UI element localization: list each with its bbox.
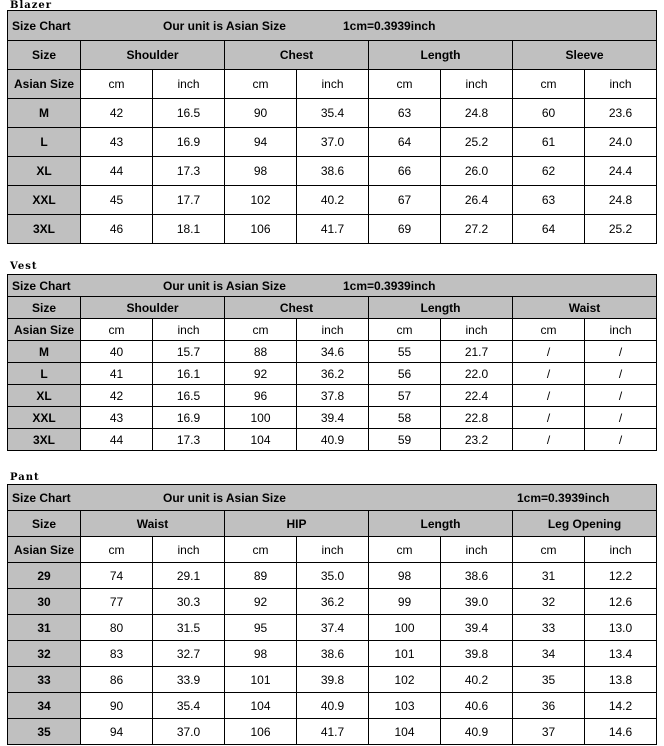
vest-measurement-cell: 41 <box>81 363 153 385</box>
pant-group-header: Waist <box>81 511 225 537</box>
pant-measurement-cell: 41.7 <box>297 719 369 745</box>
pant-section-label: Pant <box>10 472 40 483</box>
pant-measurement-cell: 12.2 <box>585 563 657 589</box>
pant-conversion: 1cm=0.3939inch <box>517 490 610 505</box>
unit-cell: inch <box>441 70 513 99</box>
blazer-measurement-cell: 16.5 <box>153 99 225 128</box>
blazer-measurement-cell: 18.1 <box>153 215 225 244</box>
pant-size-label: 33 <box>8 667 81 693</box>
pant-size-label: 34 <box>8 693 81 719</box>
blazer-title: Size Chart <box>12 18 71 33</box>
blazer-measurement-cell: 24.0 <box>585 128 657 157</box>
vest-measurement-cell: 15.7 <box>153 341 225 363</box>
vest-size-label: L <box>8 363 81 385</box>
blazer-measurement-cell: 24.8 <box>441 99 513 128</box>
blazer-measurement-cell: 64 <box>369 128 441 157</box>
unit-cell: inch <box>585 319 657 341</box>
pant-size-label: 32 <box>8 641 81 667</box>
unit-cell: cm <box>369 70 441 99</box>
unit-cell: inch <box>153 319 225 341</box>
vest-measurement-cell: 100 <box>225 407 297 429</box>
unit-cell: cm <box>225 319 297 341</box>
pant-measurement-cell: 103 <box>369 693 441 719</box>
vest-measurement-cell: 44 <box>81 429 153 451</box>
vest-size-label: 3XL <box>8 429 81 451</box>
pant-unit-note: Our unit is Asian Size <box>163 490 286 505</box>
unit-cell: cm <box>513 319 585 341</box>
vest-measurement-cell: / <box>585 385 657 407</box>
unit-cell: inch <box>297 537 369 563</box>
pant-measurement-cell: 98 <box>225 641 297 667</box>
pant-size-label: 29 <box>8 563 81 589</box>
blazer-measurement-cell: 42 <box>81 99 153 128</box>
vest-size-table <box>7 274 657 451</box>
pant-measurement-cell: 40.6 <box>441 693 513 719</box>
blazer-size-table <box>7 10 657 244</box>
unit-cell: inch <box>585 70 657 99</box>
blazer-section-label: Blazer <box>10 0 53 11</box>
pant-measurement-cell: 13.8 <box>585 667 657 693</box>
pant-size-table <box>7 484 657 745</box>
blazer-data-row <box>8 99 657 128</box>
vest-measurement-cell: 39.4 <box>297 407 369 429</box>
vest-measurement-cell: 58 <box>369 407 441 429</box>
blazer-group-header: Chest <box>225 41 369 70</box>
pant-header-row <box>8 511 657 537</box>
vest-measurement-cell: 22.8 <box>441 407 513 429</box>
pant-measurement-cell: 102 <box>369 667 441 693</box>
pant-group-header: Length <box>369 511 513 537</box>
vest-measurement-cell: 40 <box>81 341 153 363</box>
pant-measurement-cell: 38.6 <box>297 641 369 667</box>
blazer-measurement-cell: 98 <box>225 157 297 186</box>
unit-cell: inch <box>297 70 369 99</box>
vest-measurement-cell: / <box>585 341 657 363</box>
vest-title-cell <box>8 275 657 297</box>
blazer-data-row <box>8 215 657 244</box>
vest-measurement-cell: 42 <box>81 385 153 407</box>
pant-measurement-cell: 12.6 <box>585 589 657 615</box>
vest-measurement-cell: / <box>585 407 657 429</box>
blazer-measurement-cell: 61 <box>513 128 585 157</box>
pant-measurement-cell: 77 <box>81 589 153 615</box>
vest-unit-note: Our unit is Asian Size <box>163 278 286 293</box>
pant-measurement-cell: 106 <box>225 719 297 745</box>
pant-measurement-cell: 89 <box>225 563 297 589</box>
vest-unit-row <box>8 319 657 341</box>
blazer-measurement-cell: 41.7 <box>297 215 369 244</box>
pant-data-row <box>8 563 657 589</box>
pant-measurement-cell: 35.4 <box>153 693 225 719</box>
unit-cell: cm <box>81 70 153 99</box>
vest-measurement-cell: / <box>513 385 585 407</box>
vest-measurement-cell: / <box>513 407 585 429</box>
blazer-measurement-cell: 35.4 <box>297 99 369 128</box>
vest-group-header: Chest <box>225 297 369 319</box>
pant-asian-size-label: Asian Size <box>8 537 81 563</box>
vest-asian-size-label: Asian Size <box>8 319 81 341</box>
blazer-measurement-cell: 63 <box>513 186 585 215</box>
pant-measurement-cell: 32 <box>513 589 585 615</box>
vest-measurement-cell: 92 <box>225 363 297 385</box>
blazer-measurement-cell: 24.8 <box>585 186 657 215</box>
pant-group-header: Leg Opening <box>513 511 657 537</box>
pant-measurement-cell: 32.7 <box>153 641 225 667</box>
blazer-title-cell <box>8 11 657 41</box>
vest-measurement-cell: 88 <box>225 341 297 363</box>
vest-measurement-cell: / <box>513 429 585 451</box>
pant-measurement-cell: 101 <box>225 667 297 693</box>
blazer-unit-row <box>8 70 657 99</box>
pant-measurement-cell: 101 <box>369 641 441 667</box>
blazer-title-row <box>8 11 657 41</box>
blazer-measurement-cell: 64 <box>513 215 585 244</box>
vest-measurement-cell: / <box>585 429 657 451</box>
vest-group-header: Shoulder <box>81 297 225 319</box>
pant-measurement-cell: 37.0 <box>153 719 225 745</box>
blazer-measurement-cell: 66 <box>369 157 441 186</box>
blazer-group-header: Shoulder <box>81 41 225 70</box>
pant-size-header: Size <box>8 511 81 537</box>
pant-measurement-cell: 37.4 <box>297 615 369 641</box>
vest-measurement-cell: 23.2 <box>441 429 513 451</box>
vest-data-row <box>8 429 657 451</box>
vest-measurement-cell: 104 <box>225 429 297 451</box>
blazer-measurement-cell: 43 <box>81 128 153 157</box>
blazer-group-header: Sleeve <box>513 41 657 70</box>
pant-measurement-cell: 33.9 <box>153 667 225 693</box>
pant-measurement-cell: 36 <box>513 693 585 719</box>
pant-measurement-cell: 98 <box>369 563 441 589</box>
unit-cell: cm <box>369 319 441 341</box>
blazer-measurement-cell: 26.4 <box>441 186 513 215</box>
vest-measurement-cell: 37.8 <box>297 385 369 407</box>
pant-unit-row <box>8 537 657 563</box>
pant-measurement-cell: 86 <box>81 667 153 693</box>
pant-measurement-cell: 104 <box>225 693 297 719</box>
pant-size-label: 35 <box>8 719 81 745</box>
vest-title: Size Chart <box>12 278 71 293</box>
blazer-measurement-cell: 46 <box>81 215 153 244</box>
pant-measurement-cell: 13.0 <box>585 615 657 641</box>
blazer-measurement-cell: 23.6 <box>585 99 657 128</box>
vest-measurement-cell: 21.7 <box>441 341 513 363</box>
pant-measurement-cell: 35.0 <box>297 563 369 589</box>
pant-data-row <box>8 693 657 719</box>
blazer-measurement-cell: 25.2 <box>441 128 513 157</box>
unit-cell: cm <box>81 319 153 341</box>
pant-measurement-cell: 39.0 <box>441 589 513 615</box>
pant-measurement-cell: 30.3 <box>153 589 225 615</box>
vest-measurement-cell: 96 <box>225 385 297 407</box>
vest-header-row <box>8 297 657 319</box>
blazer-measurement-cell: 63 <box>369 99 441 128</box>
blazer-data-row <box>8 186 657 215</box>
blazer-measurement-cell: 94 <box>225 128 297 157</box>
vest-measurement-cell: 57 <box>369 385 441 407</box>
pant-size-label: 30 <box>8 589 81 615</box>
pant-measurement-cell: 40.2 <box>441 667 513 693</box>
unit-cell: cm <box>513 537 585 563</box>
unit-cell: inch <box>585 537 657 563</box>
blazer-measurement-cell: 69 <box>369 215 441 244</box>
blazer-measurement-cell: 26.0 <box>441 157 513 186</box>
pant-measurement-cell: 95 <box>225 615 297 641</box>
pant-measurement-cell: 40.9 <box>441 719 513 745</box>
pant-data-row <box>8 719 657 745</box>
unit-cell: cm <box>225 70 297 99</box>
blazer-data-row <box>8 157 657 186</box>
pant-data-row <box>8 589 657 615</box>
vest-size-label: M <box>8 341 81 363</box>
pant-group-header: HIP <box>225 511 369 537</box>
blazer-size-label: L <box>8 128 81 157</box>
pant-measurement-cell: 31.5 <box>153 615 225 641</box>
pant-measurement-cell: 94 <box>81 719 153 745</box>
pant-measurement-cell: 29.1 <box>153 563 225 589</box>
vest-size-label: XXL <box>8 407 81 429</box>
blazer-asian-size-label: Asian Size <box>8 70 81 99</box>
pant-measurement-cell: 39.4 <box>441 615 513 641</box>
pant-measurement-cell: 99 <box>369 589 441 615</box>
blazer-measurement-cell: 102 <box>225 186 297 215</box>
pant-measurement-cell: 36.2 <box>297 589 369 615</box>
pant-size-label: 31 <box>8 615 81 641</box>
vest-measurement-cell: 56 <box>369 363 441 385</box>
vest-section-label: Vest <box>10 261 38 272</box>
pant-measurement-cell: 38.6 <box>441 563 513 589</box>
vest-group-header: Length <box>369 297 513 319</box>
blazer-size-label: M <box>8 99 81 128</box>
unit-cell: cm <box>81 537 153 563</box>
blazer-header-row <box>8 41 657 70</box>
blazer-measurement-cell: 17.7 <box>153 186 225 215</box>
blazer-measurement-cell: 27.2 <box>441 215 513 244</box>
vest-measurement-cell: 22.4 <box>441 385 513 407</box>
unit-cell: inch <box>441 537 513 563</box>
vest-measurement-cell: 59 <box>369 429 441 451</box>
blazer-unit-note: Our unit is Asian Size <box>163 18 286 33</box>
vest-measurement-cell: / <box>513 363 585 385</box>
pant-data-row <box>8 615 657 641</box>
pant-measurement-cell: 37 <box>513 719 585 745</box>
blazer-size-header: Size <box>8 41 81 70</box>
blazer-size-label: XXL <box>8 186 81 215</box>
blazer-measurement-cell: 62 <box>513 157 585 186</box>
vest-title-row <box>8 275 657 297</box>
pant-measurement-cell: 39.8 <box>441 641 513 667</box>
blazer-measurement-cell: 44 <box>81 157 153 186</box>
blazer-measurement-cell: 90 <box>225 99 297 128</box>
pant-measurement-cell: 83 <box>81 641 153 667</box>
pant-title: Size Chart <box>12 490 71 505</box>
pant-measurement-cell: 40.9 <box>297 693 369 719</box>
blazer-measurement-cell: 60 <box>513 99 585 128</box>
vest-measurement-cell: 16.1 <box>153 363 225 385</box>
vest-data-row <box>8 363 657 385</box>
vest-data-row <box>8 407 657 429</box>
unit-cell: cm <box>513 70 585 99</box>
pant-measurement-cell: 33 <box>513 615 585 641</box>
vest-measurement-cell: 16.5 <box>153 385 225 407</box>
blazer-measurement-cell: 106 <box>225 215 297 244</box>
vest-measurement-cell: 36.2 <box>297 363 369 385</box>
blazer-group-header: Length <box>369 41 513 70</box>
vest-size-label: XL <box>8 385 81 407</box>
unit-cell: inch <box>153 537 225 563</box>
vest-group-header: Waist <box>513 297 657 319</box>
vest-data-row <box>8 341 657 363</box>
unit-cell: cm <box>225 537 297 563</box>
blazer-measurement-cell: 17.3 <box>153 157 225 186</box>
blazer-measurement-cell: 37.0 <box>297 128 369 157</box>
pant-measurement-cell: 14.2 <box>585 693 657 719</box>
pant-measurement-cell: 14.6 <box>585 719 657 745</box>
vest-data-row <box>8 385 657 407</box>
blazer-conversion: 1cm=0.3939inch <box>343 18 436 33</box>
unit-cell: inch <box>441 319 513 341</box>
pant-measurement-cell: 90 <box>81 693 153 719</box>
vest-measurement-cell: 16.9 <box>153 407 225 429</box>
pant-measurement-cell: 35 <box>513 667 585 693</box>
vest-measurement-cell: 34.6 <box>297 341 369 363</box>
unit-cell: inch <box>297 319 369 341</box>
pant-measurement-cell: 92 <box>225 589 297 615</box>
pant-measurement-cell: 31 <box>513 563 585 589</box>
blazer-measurement-cell: 38.6 <box>297 157 369 186</box>
pant-data-row <box>8 641 657 667</box>
vest-measurement-cell: 22.0 <box>441 363 513 385</box>
pant-measurement-cell: 39.8 <box>297 667 369 693</box>
pant-measurement-cell: 104 <box>369 719 441 745</box>
unit-cell: cm <box>369 537 441 563</box>
pant-title-cell <box>8 485 657 511</box>
vest-conversion: 1cm=0.3939inch <box>343 278 436 293</box>
unit-cell: inch <box>153 70 225 99</box>
vest-measurement-cell: 43 <box>81 407 153 429</box>
vest-measurement-cell: 40.9 <box>297 429 369 451</box>
blazer-measurement-cell: 16.9 <box>153 128 225 157</box>
vest-measurement-cell: 17.3 <box>153 429 225 451</box>
vest-size-header: Size <box>8 297 81 319</box>
blazer-size-label: 3XL <box>8 215 81 244</box>
blazer-measurement-cell: 24.4 <box>585 157 657 186</box>
blazer-data-row <box>8 128 657 157</box>
pant-measurement-cell: 100 <box>369 615 441 641</box>
pant-measurement-cell: 80 <box>81 615 153 641</box>
blazer-measurement-cell: 67 <box>369 186 441 215</box>
pant-title-row <box>8 485 657 511</box>
pant-data-row <box>8 667 657 693</box>
pant-measurement-cell: 13.4 <box>585 641 657 667</box>
vest-measurement-cell: / <box>513 341 585 363</box>
pant-measurement-cell: 34 <box>513 641 585 667</box>
vest-measurement-cell: 55 <box>369 341 441 363</box>
blazer-measurement-cell: 25.2 <box>585 215 657 244</box>
blazer-measurement-cell: 45 <box>81 186 153 215</box>
pant-measurement-cell: 74 <box>81 563 153 589</box>
blazer-size-label: XL <box>8 157 81 186</box>
blazer-measurement-cell: 40.2 <box>297 186 369 215</box>
vest-measurement-cell: / <box>585 363 657 385</box>
